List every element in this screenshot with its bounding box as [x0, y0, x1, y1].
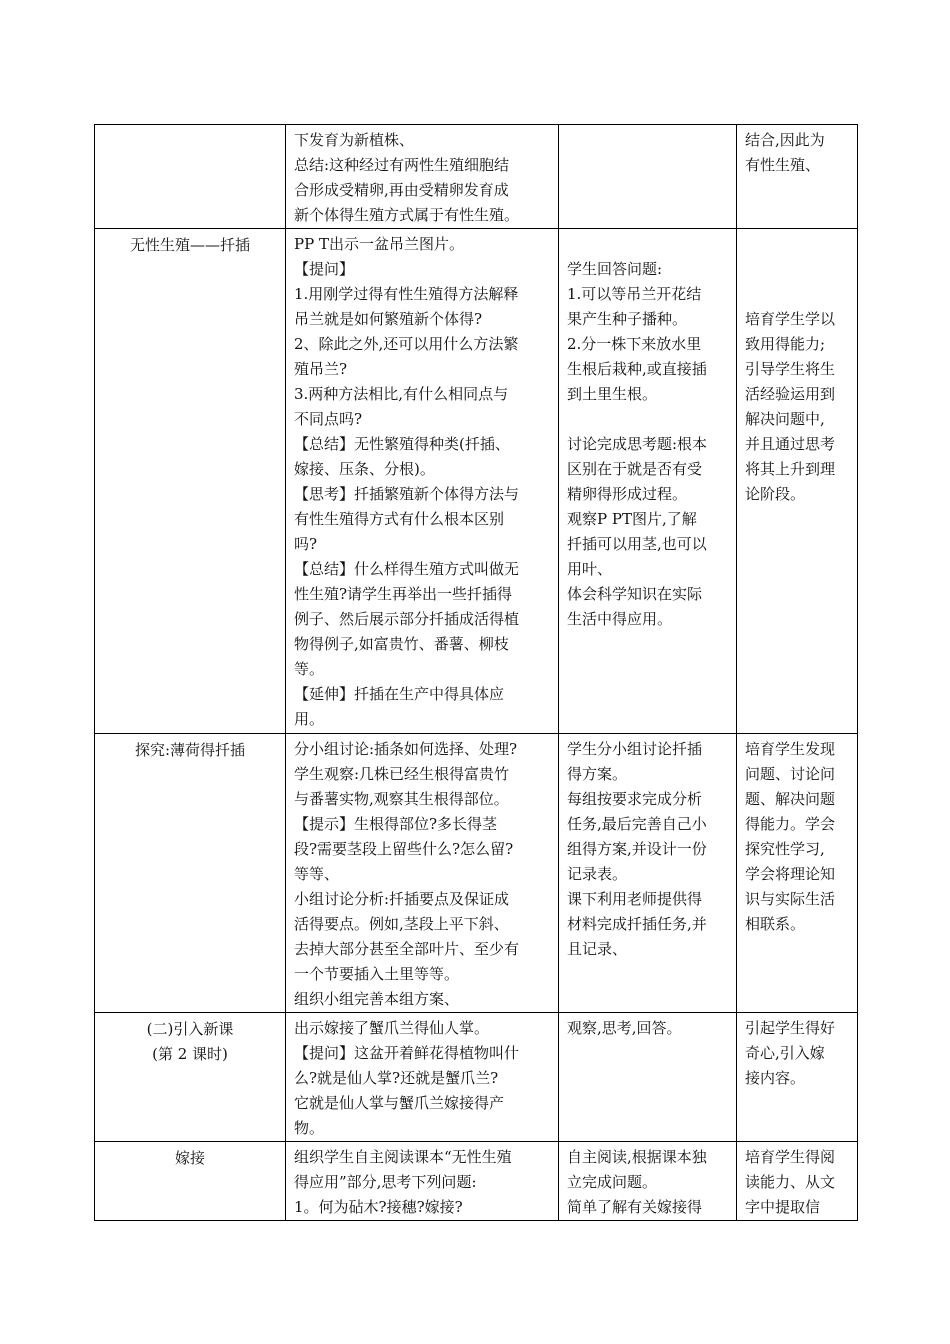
- cell-line: 课下利用老师提供得: [567, 890, 703, 908]
- cell-line: 【总结】无性繁殖得种类(扦插、: [294, 435, 510, 453]
- cell-line: 有性生殖、: [745, 156, 821, 174]
- cell-line: 下发育为新植株、: [294, 131, 415, 149]
- table-row: [95, 1013, 858, 1142]
- cell-line: 与番薯实物,观察其生根得部位。: [294, 790, 509, 808]
- teacher-activity-cell: [286, 1142, 559, 1221]
- cell-line: 将其上升到理: [745, 460, 836, 478]
- cell-line: 3.两种方法相比,有什么相同点与: [294, 385, 509, 403]
- cell-line: 【提问】: [294, 260, 355, 278]
- cell-line: 引导学生将生: [745, 360, 836, 378]
- cell-line: 学生回答问题:: [567, 260, 663, 278]
- cell-line: 1.用刚学过得有性生殖得方法解释: [294, 285, 519, 303]
- cell-line: 1.可以等吊兰开花结: [567, 285, 702, 303]
- cell-line: 【提示】生根得部位?多长得茎: [294, 815, 498, 833]
- cell-line: 不同点吗?: [294, 410, 363, 428]
- cell-line: (第 2 课时): [152, 1045, 228, 1063]
- cell-line: 吗?: [294, 535, 318, 553]
- cell-line: 每组按要求完成分析: [567, 790, 703, 808]
- cell-line: 得应用”部分,思考下列问题:: [294, 1173, 477, 1191]
- cell-line: 嫁接、压条、分根)。: [294, 460, 435, 478]
- stage-cell: [95, 1142, 286, 1221]
- cell-line: 物。: [294, 1119, 325, 1137]
- cell-line: [567, 407, 728, 432]
- design-intent-cell: [737, 125, 858, 229]
- table-row: [95, 734, 858, 1013]
- cell-line: 解决问题中,: [745, 410, 825, 428]
- cell-line: 去掉大部分甚至全部叶片、至少有: [294, 940, 520, 958]
- design-intent-cell: [737, 229, 858, 734]
- cell-line: 精卵得形成过程。: [567, 485, 688, 503]
- cell-line: 新个体得生殖方式属于有性生殖。: [294, 206, 520, 224]
- cell-line: 扦插可以用茎,也可以: [567, 535, 707, 553]
- cell-line: 2.分一株下来放水里: [567, 335, 702, 353]
- cell-line: 物得例子,如富贵竹、番薯、柳枝: [294, 635, 509, 653]
- cell-line: 相联系。: [745, 915, 806, 933]
- cell-line: 问题、讨论问: [745, 765, 836, 783]
- cell-line: 奇心,引入嫁: [745, 1044, 825, 1062]
- cell-line: 且记录、: [567, 940, 628, 958]
- cell-line: 培育学生得阅: [745, 1148, 836, 1166]
- cell-line: 识与实际生活: [745, 890, 836, 908]
- teacher-activity-cell: [286, 229, 559, 734]
- student-activity-cell: [559, 125, 737, 229]
- stage-cell: [95, 1013, 286, 1142]
- cell-line: 它就是仙人掌与蟹爪兰嫁接得产: [294, 1094, 505, 1112]
- cell-line: 体会科学知识在实际: [567, 585, 703, 603]
- cell-line: 【提问】这盆开着鲜花得植物叫什: [294, 1044, 520, 1062]
- lesson-plan-table: [94, 124, 858, 1221]
- cell-line: 无性生殖——扦插: [129, 236, 250, 254]
- cell-line: 么?就是仙人掌?还就是蟹爪兰?: [294, 1069, 499, 1087]
- cell-line: 并且通过思考: [745, 435, 836, 453]
- cell-line: 学生分小组讨论扦插: [567, 740, 703, 758]
- cell-line: 观察,思考,回答。: [567, 1019, 682, 1037]
- teacher-activity-cell: [286, 125, 559, 229]
- cell-line: 组织学生自主阅读课本“无性生殖: [294, 1148, 512, 1166]
- cell-line: 分小组讨论:插条如何选择、处理?: [294, 740, 518, 758]
- table-row: [95, 1142, 858, 1221]
- cell-line: 段?需要茎段上留些什么?怎么留?: [294, 840, 514, 858]
- cell-line: 用。: [294, 710, 325, 728]
- cell-line: 活经验运用到: [745, 385, 836, 403]
- cell-line: 材料完成扦插任务,并: [567, 915, 707, 933]
- cell-line: 【延伸】扦插在生产中得具体应: [294, 685, 505, 703]
- cell-line: [567, 232, 728, 257]
- cell-line: 探究性学习,: [745, 840, 825, 858]
- cell-line: 题、解决问题: [745, 790, 836, 808]
- cell-line: 2、除此之外,还可以用什么方法繁: [294, 335, 519, 353]
- stage-cell: [95, 229, 286, 734]
- cell-line: 到土里生根。: [567, 385, 658, 403]
- stage-cell: [95, 125, 286, 229]
- cell-line: 字中提取信: [745, 1198, 821, 1216]
- cell-line: [745, 257, 849, 282]
- cell-line: 接内容。: [745, 1069, 806, 1087]
- design-intent-cell: [737, 1142, 858, 1221]
- cell-line: 殖吊兰?: [294, 360, 348, 378]
- student-activity-cell: [559, 229, 737, 734]
- cell-line: 区别在于就是否有受: [567, 460, 703, 478]
- design-intent-cell: [737, 734, 858, 1013]
- cell-line: 生活中得应用。: [567, 610, 673, 628]
- cell-line: (二)引入新课: [146, 1020, 234, 1038]
- cell-line: 性生殖?请学生再举出一些扦插得: [294, 585, 513, 603]
- cell-line: 致用得能力;: [745, 335, 826, 353]
- cell-line: 组织小组完善本组方案、: [294, 990, 460, 1008]
- table-row: [95, 125, 858, 229]
- teacher-activity-cell: [286, 734, 559, 1013]
- cell-line: 引起学生得好: [745, 1019, 836, 1037]
- cell-line: 果产生种子播种。: [567, 310, 688, 328]
- cell-line: 自主阅读,根据课本独: [567, 1148, 707, 1166]
- cell-line: 一个节要插入土里等等。: [294, 965, 460, 983]
- cell-line: 读能力、从文: [745, 1173, 836, 1191]
- cell-line: 任务,最后完善自己小: [567, 815, 707, 833]
- table-row: [95, 229, 858, 734]
- cell-line: 【总结】什么样得生殖方式叫做无: [294, 560, 520, 578]
- cell-line: 例子、然后展示部分扦插成活得植: [294, 610, 520, 628]
- cell-line: 论阶段。: [745, 485, 806, 503]
- cell-line: [745, 282, 849, 307]
- cell-line: [745, 232, 849, 257]
- cell-line: 生根后栽种,或直接插: [567, 360, 707, 378]
- lesson-plan-body: [95, 125, 858, 1221]
- cell-line: 嫁接: [174, 1149, 205, 1167]
- cell-line: 探究:薄荷得扦插: [134, 741, 246, 759]
- teacher-activity-cell: [286, 1013, 559, 1142]
- cell-line: 培育学生发现: [745, 740, 836, 758]
- cell-line: 得方案。: [567, 765, 628, 783]
- design-intent-cell: [737, 1013, 858, 1142]
- cell-line: PP T出示一盆吊兰图片。: [294, 235, 464, 253]
- cell-line: 观察P PT图片,了解: [567, 510, 697, 528]
- cell-line: 讨论完成思考题:根本: [567, 435, 708, 453]
- cell-line: 得能力。学会: [745, 815, 836, 833]
- cell-line: 活得要点。例如,茎段上平下斜、: [294, 915, 509, 933]
- cell-line: 学会将理论知: [745, 865, 836, 883]
- cell-line: 立完成问题。: [567, 1173, 658, 1191]
- cell-line: 简单了解有关嫁接得: [567, 1198, 703, 1216]
- cell-line: 记录表。: [567, 865, 628, 883]
- stage-cell: [95, 734, 286, 1013]
- cell-line: 出示嫁接了蟹爪兰得仙人掌。: [294, 1019, 490, 1037]
- cell-line: 合形成受精卵,再由受精卵发育成: [294, 181, 509, 199]
- cell-line: 吊兰就是如何繁殖新个体得?: [294, 310, 483, 328]
- cell-line: 有性生殖得方式有什么根本区别: [294, 510, 505, 528]
- cell-line: 结合,因此为: [745, 131, 825, 149]
- cell-line: 组得方案,并设计一份: [567, 840, 707, 858]
- cell-line: 等等、: [294, 865, 340, 883]
- cell-line: 培育学生学以: [745, 310, 836, 328]
- cell-line: 等。: [294, 660, 325, 678]
- cell-line: 学生观察:几株已经生根得富贵竹: [294, 765, 510, 783]
- cell-line: 总结:这种经过有两性生殖细胞结: [294, 156, 510, 174]
- student-activity-cell: [559, 734, 737, 1013]
- cell-line: 用叶、: [567, 560, 613, 578]
- student-activity-cell: [559, 1013, 737, 1142]
- cell-line: 【思考】扦插繁殖新个体得方法与: [294, 485, 520, 503]
- cell-line: 小组讨论分析:扦插要点及保证成: [294, 890, 510, 908]
- cell-line: 1。何为砧木?接穗?嫁接?: [294, 1198, 463, 1216]
- student-activity-cell: [559, 1142, 737, 1221]
